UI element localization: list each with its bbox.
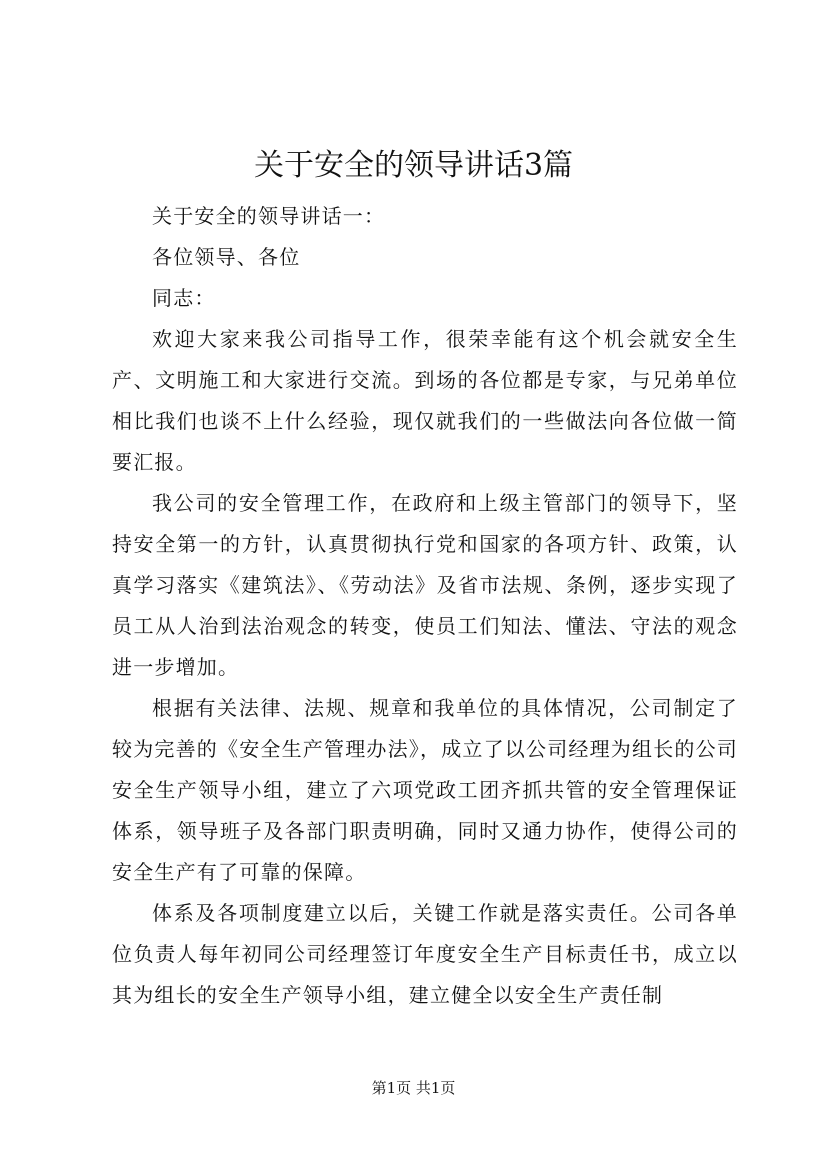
paragraph-salutation: 各位领导、各位 bbox=[152, 245, 301, 269]
document-title: 关于安全的领导讲话3篇 bbox=[253, 148, 574, 183]
page-footer bbox=[0, 1078, 827, 1098]
paragraph-regulations: 根据有关法律、法规、规章和我单位的具体情况，公司制定了较为完善的《安全生产管理办法》，成立了以公司经理为组长的公司安全生产领导小组，建立了六项党政工团齐抓共管的安全管理保证体系，领导班子及各部门职责明确，同时又通力协作，使得公司的安全生产有了可靠的保障。 bbox=[112, 696, 738, 884]
document-body bbox=[112, 196, 738, 1016]
paragraph-responsibility: 体系及各项制度建立以后，关键工作就是落实责任。公司各单位负责人每年初同公司经理签订年度安全生产目标责任书，成立以其为组长的安全生产领导小组，建立健全以安全生产责任制 bbox=[112, 901, 738, 1007]
paragraph-welcome: 欢迎大家来我公司指导工作，很荣幸能有这个机会就安全生产、文明施工和大家进行交流。到场的各位都是专家，与兄弟单位相比我们也谈不上什么经验，现仅就我们的一些做法向各位做一简要汇报。 bbox=[112, 327, 738, 474]
paragraph-safety-management: 我公司的安全管理工作，在政府和上级主管部门的领导下，坚持安全第一的方针，认真贯彻执行党和国家的各项方针、政策，认真学习落实《建筑法》、《劳动法》及省市法规、条例，逐步实现了员工从人治到法治观念的转变，使员工们知法、懂法、守法的观念进一步增加。 bbox=[112, 491, 738, 679]
paragraph-salutation-end: 同志： bbox=[152, 286, 216, 310]
paragraph-heading: 关于安全的领导讲话一： bbox=[152, 204, 386, 228]
page-number-label: 第1页 共1页 bbox=[371, 1079, 456, 1097]
